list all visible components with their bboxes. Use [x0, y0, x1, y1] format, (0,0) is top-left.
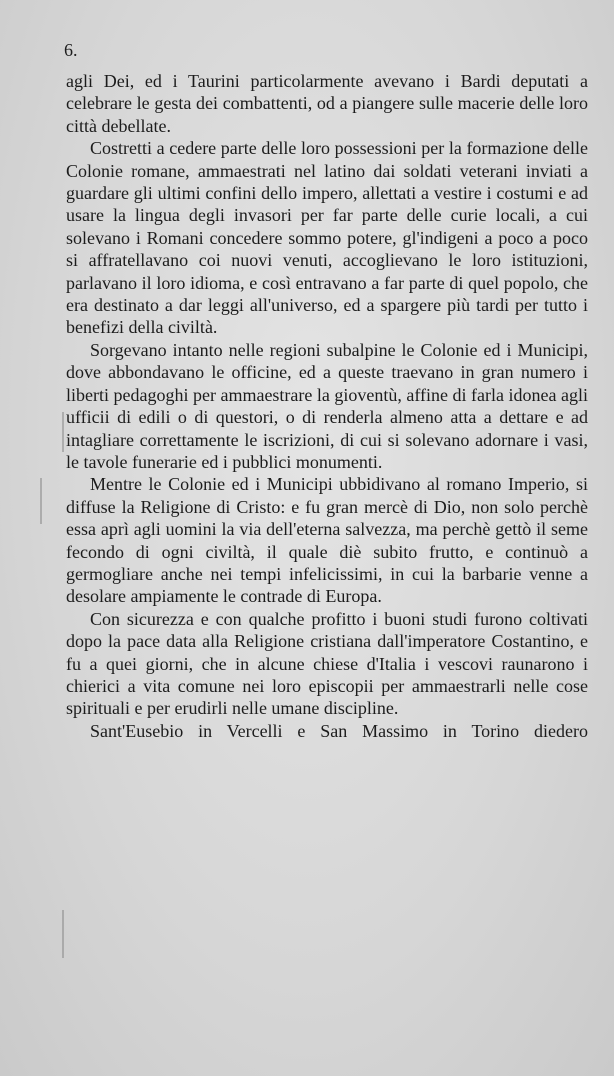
page-number: 6. — [64, 40, 78, 60]
margin-mark — [62, 910, 64, 958]
paragraph: Sant'Eusebio in Vercelli e San Massimo in Torino diedero — [90, 720, 588, 741]
paragraph: Con sicurezza e con qualche profitto i buoni studi furono coltivati dopo la pace data alla Religione cristiana dall'imperatore Costantino, e fu a quei giorni, che in alcune chiese d'Italia i vescovi raunarono i chierici a vita comune nei loro episcopii per ammaestrarli nelle cose spirituali e per erudirli nelle umane discipline. — [66, 608, 588, 719]
body-text — [66, 70, 588, 742]
paragraph: Costretti a cedere parte delle loro possessioni per la formazione delle Colonie romane, ammaestrati nel latino dai soldati veterani inviati a guardare gli ultimi confini dello impero, allettati a vestire i costumi e ad usare la lingua degli invasori per far parte delle curie locali, a cui solevano i Romani concedere sommo potere, gl'indigeni a poco a poco si affratellavano coi nuovi venuti, accoglievano le loro istituzioni, parlavano il loro idioma, e così entravano a far parte di quel popolo, che era destinato a dar leggi all'universo, ed a spargere più tardi per tutto i benefizi della civiltà. — [66, 138, 588, 338]
paragraph: Mentre le Colonie ed i Municipi ubbidivano al romano Imperio, si diffuse la Religione di Cristo: e fu gran mercè di Dio, non solo perchè essa aprì agli uomini la via dell'eterna salvezza, ma perchè gettò il seme fecondo di ogni civiltà, il quale diè subito frutto, e continuò a germogliare anche nei tempi infelicissimi, in cui la barbarie venne a desolare ampiamente le contrade di Europa. — [66, 474, 588, 607]
margin-mark — [62, 412, 64, 452]
paragraph: agli Dei, ed i Taurini particolarmente avevano i Bardi deputati a celebrare le gesta dei combattenti, od a piangere sulle macerie delle loro città debellate. — [66, 71, 588, 136]
paragraph: Sorgevano intanto nelle regioni subalpine le Colonie ed i Municipi, dove abbondavano le officine, ed a queste traevano in gran numero i liberti pedagoghi per ammaestrare la gioventù, affine di farla idonea agli ufficii di edili o di questori, o di renderla almeno atta a dettare e ad intagliare correttamente le iscrizioni, di cui si solevano adornare i vasi, le tavole funerarie ed i pubblici monumenti. — [66, 339, 588, 472]
margin-mark — [40, 478, 42, 524]
